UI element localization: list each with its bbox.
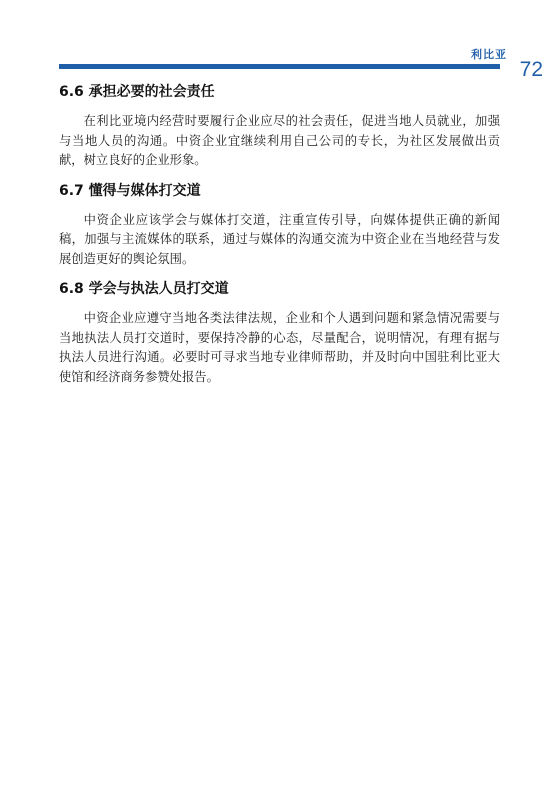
section-heading: 6.6 承担必要的社会责任 [59,84,215,100]
section-heading: 6.7 懂得与媒体打交道 [59,182,201,199]
running-header-country: 利比亚 [471,48,507,61]
section-heading: 6.8 学会与执法人员打交道 [59,281,229,297]
section-paragraph: 中资企业应该学会与媒体打交道，注重宣传引导，向媒体提供正确的新闻稿，加强与主流媒体的联系，通过与媒体的沟通交流为中资企业在当地经营与发展创造更好的舆论氛围。 [59,212,500,266]
section-paragraph: 在利比亚境内经营时要履行企业应尽的社会责任，促进当地人员就业，加强与当地人员的沟通。中资企业宜继续利用自己公司的专长，为社区发展做出贡献，树立良好的企业形象。 [59,114,500,167]
section-paragraph: 中资企业应遵守当地各类法律法规，企业和个人遇到问题和紧急情况需要与当地执法人员打交道时，要保持冷静的心态，尽量配合，说明情况，有理有据与执法人员进行沟通。必要时可寻求当地专业律师帮助，并及时向中国驻利比亚大使馆和经济商务参赞处报告。 [59,311,500,384]
page-number: 72 [519,58,543,81]
section-6-7 [59,181,500,270]
section-6-6 [59,82,500,171]
page-content [59,82,500,397]
section-6-8 [59,279,500,387]
header-rule [59,64,500,69]
